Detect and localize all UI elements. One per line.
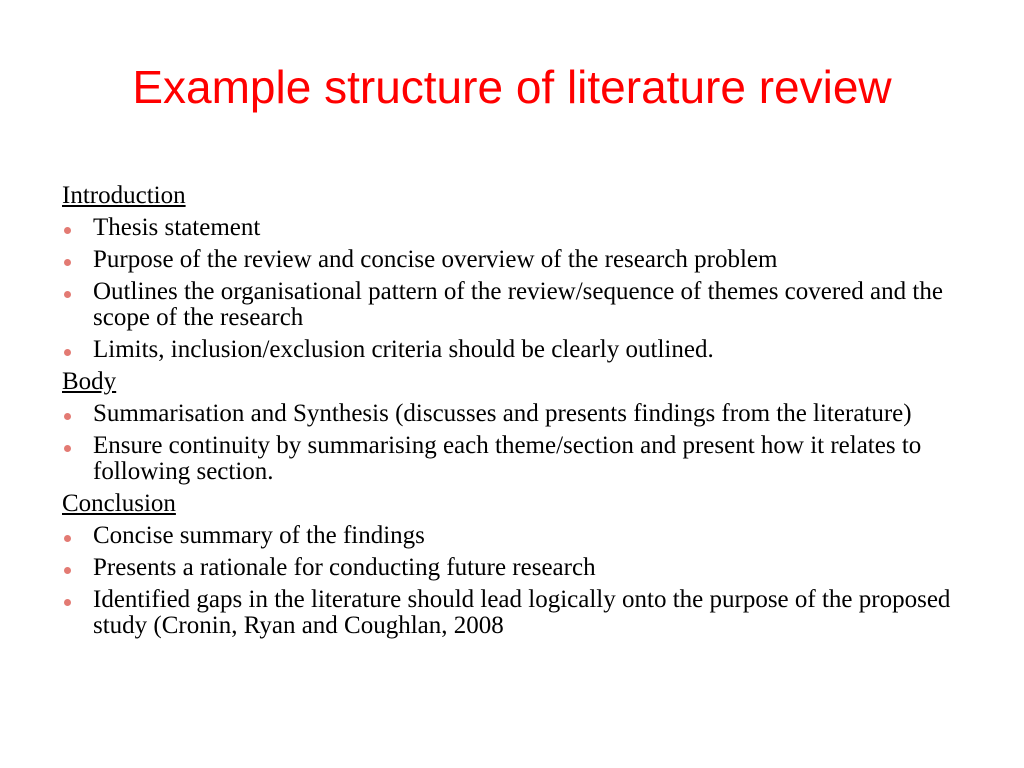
bullet-icon	[64, 259, 71, 266]
bullet-list	[62, 212, 962, 366]
list-item-text: Limits, inclusion/exclusion criteria should be clearly outlined.	[93, 336, 714, 363]
bullet-icon	[64, 599, 71, 606]
list-item-text: Concise summary of the findings	[93, 522, 425, 549]
list-item	[62, 244, 962, 276]
list-item-text: Ensure continuity by summarising each theme/section and present how it relates to following section.	[93, 432, 922, 485]
list-item	[62, 430, 962, 488]
section-conclusion	[62, 488, 962, 642]
list-item-text: Presents a rationale for conducting future research	[93, 554, 596, 581]
list-item-text: Identified gaps in the literature should lead logically onto the purpose of the proposed study (Cronin, Ryan and Coughlan, 2008	[93, 586, 951, 639]
section-heading: Introduction	[62, 182, 186, 209]
section-heading: Conclusion	[62, 490, 176, 517]
list-item-text: Summarisation and Synthesis (discusses and presents findings from the literature)	[93, 400, 912, 427]
bullet-list	[62, 398, 962, 488]
section-introduction	[62, 180, 962, 366]
bullet-icon	[64, 227, 71, 234]
list-item-text: Outlines the organisational pattern of the review/sequence of themes covered and the scope of the research	[93, 278, 943, 331]
slide-content	[62, 180, 962, 642]
bullet-icon	[64, 349, 71, 356]
bullet-icon	[64, 567, 71, 574]
list-item	[62, 552, 962, 584]
slide-title: Example structure of literature review	[132, 61, 892, 113]
list-item-text: Purpose of the review and concise overview of the research problem	[93, 246, 778, 273]
section-heading: Body	[62, 368, 117, 395]
bullet-icon	[64, 535, 71, 542]
section-body	[62, 366, 962, 488]
bullet-list	[62, 520, 962, 642]
list-item	[62, 276, 962, 334]
list-item-text: Thesis statement	[93, 214, 261, 241]
bullet-icon	[64, 291, 71, 298]
bullet-icon	[64, 445, 71, 452]
list-item	[62, 520, 962, 552]
list-item	[62, 584, 962, 642]
list-item	[62, 212, 962, 244]
bullet-icon	[64, 413, 71, 420]
list-item	[62, 334, 962, 366]
list-item	[62, 398, 962, 430]
